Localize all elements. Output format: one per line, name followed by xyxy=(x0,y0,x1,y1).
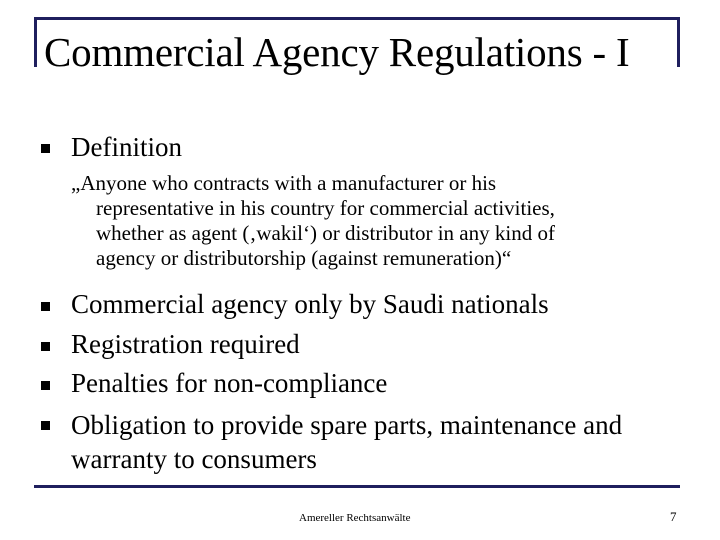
square-bullet-icon xyxy=(41,421,50,430)
slide-title: Commercial Agency Regulations - I xyxy=(44,29,630,75)
definition-label: Definition xyxy=(71,132,182,162)
square-bullet-icon xyxy=(41,302,50,311)
definition-quote xyxy=(71,171,671,271)
bullet-item: Commercial agency only by Saudi nationals xyxy=(71,289,549,319)
definition-quote-line: whether as agent (‚wakil‘) or distributor in any kind of xyxy=(96,221,555,245)
definition-quote-line: „Anyone who contracts with a manufacturer or his xyxy=(71,171,497,195)
footer-divider xyxy=(34,485,680,488)
definition-quote-line: representative in his country for commercial activities, xyxy=(96,196,555,220)
footer-text: Amereller Rechtsanwälte xyxy=(299,512,411,524)
square-bullet-icon xyxy=(41,381,50,390)
title-frame-top-line xyxy=(34,17,680,20)
square-bullet-icon xyxy=(41,144,50,153)
page-number: 7 xyxy=(670,509,677,524)
title-frame-right-line xyxy=(677,17,680,67)
bullet-item: Obligation to provide spare parts, maintenance and warranty to consumers xyxy=(71,410,623,474)
square-bullet-icon xyxy=(41,342,50,351)
definition-quote-line: agency or distributorship (against remuneration)“ xyxy=(96,246,512,270)
bullet-item: Registration required xyxy=(71,329,300,359)
bullet-item: Penalties for non-compliance xyxy=(71,368,388,398)
title-frame-left-line xyxy=(34,17,37,67)
